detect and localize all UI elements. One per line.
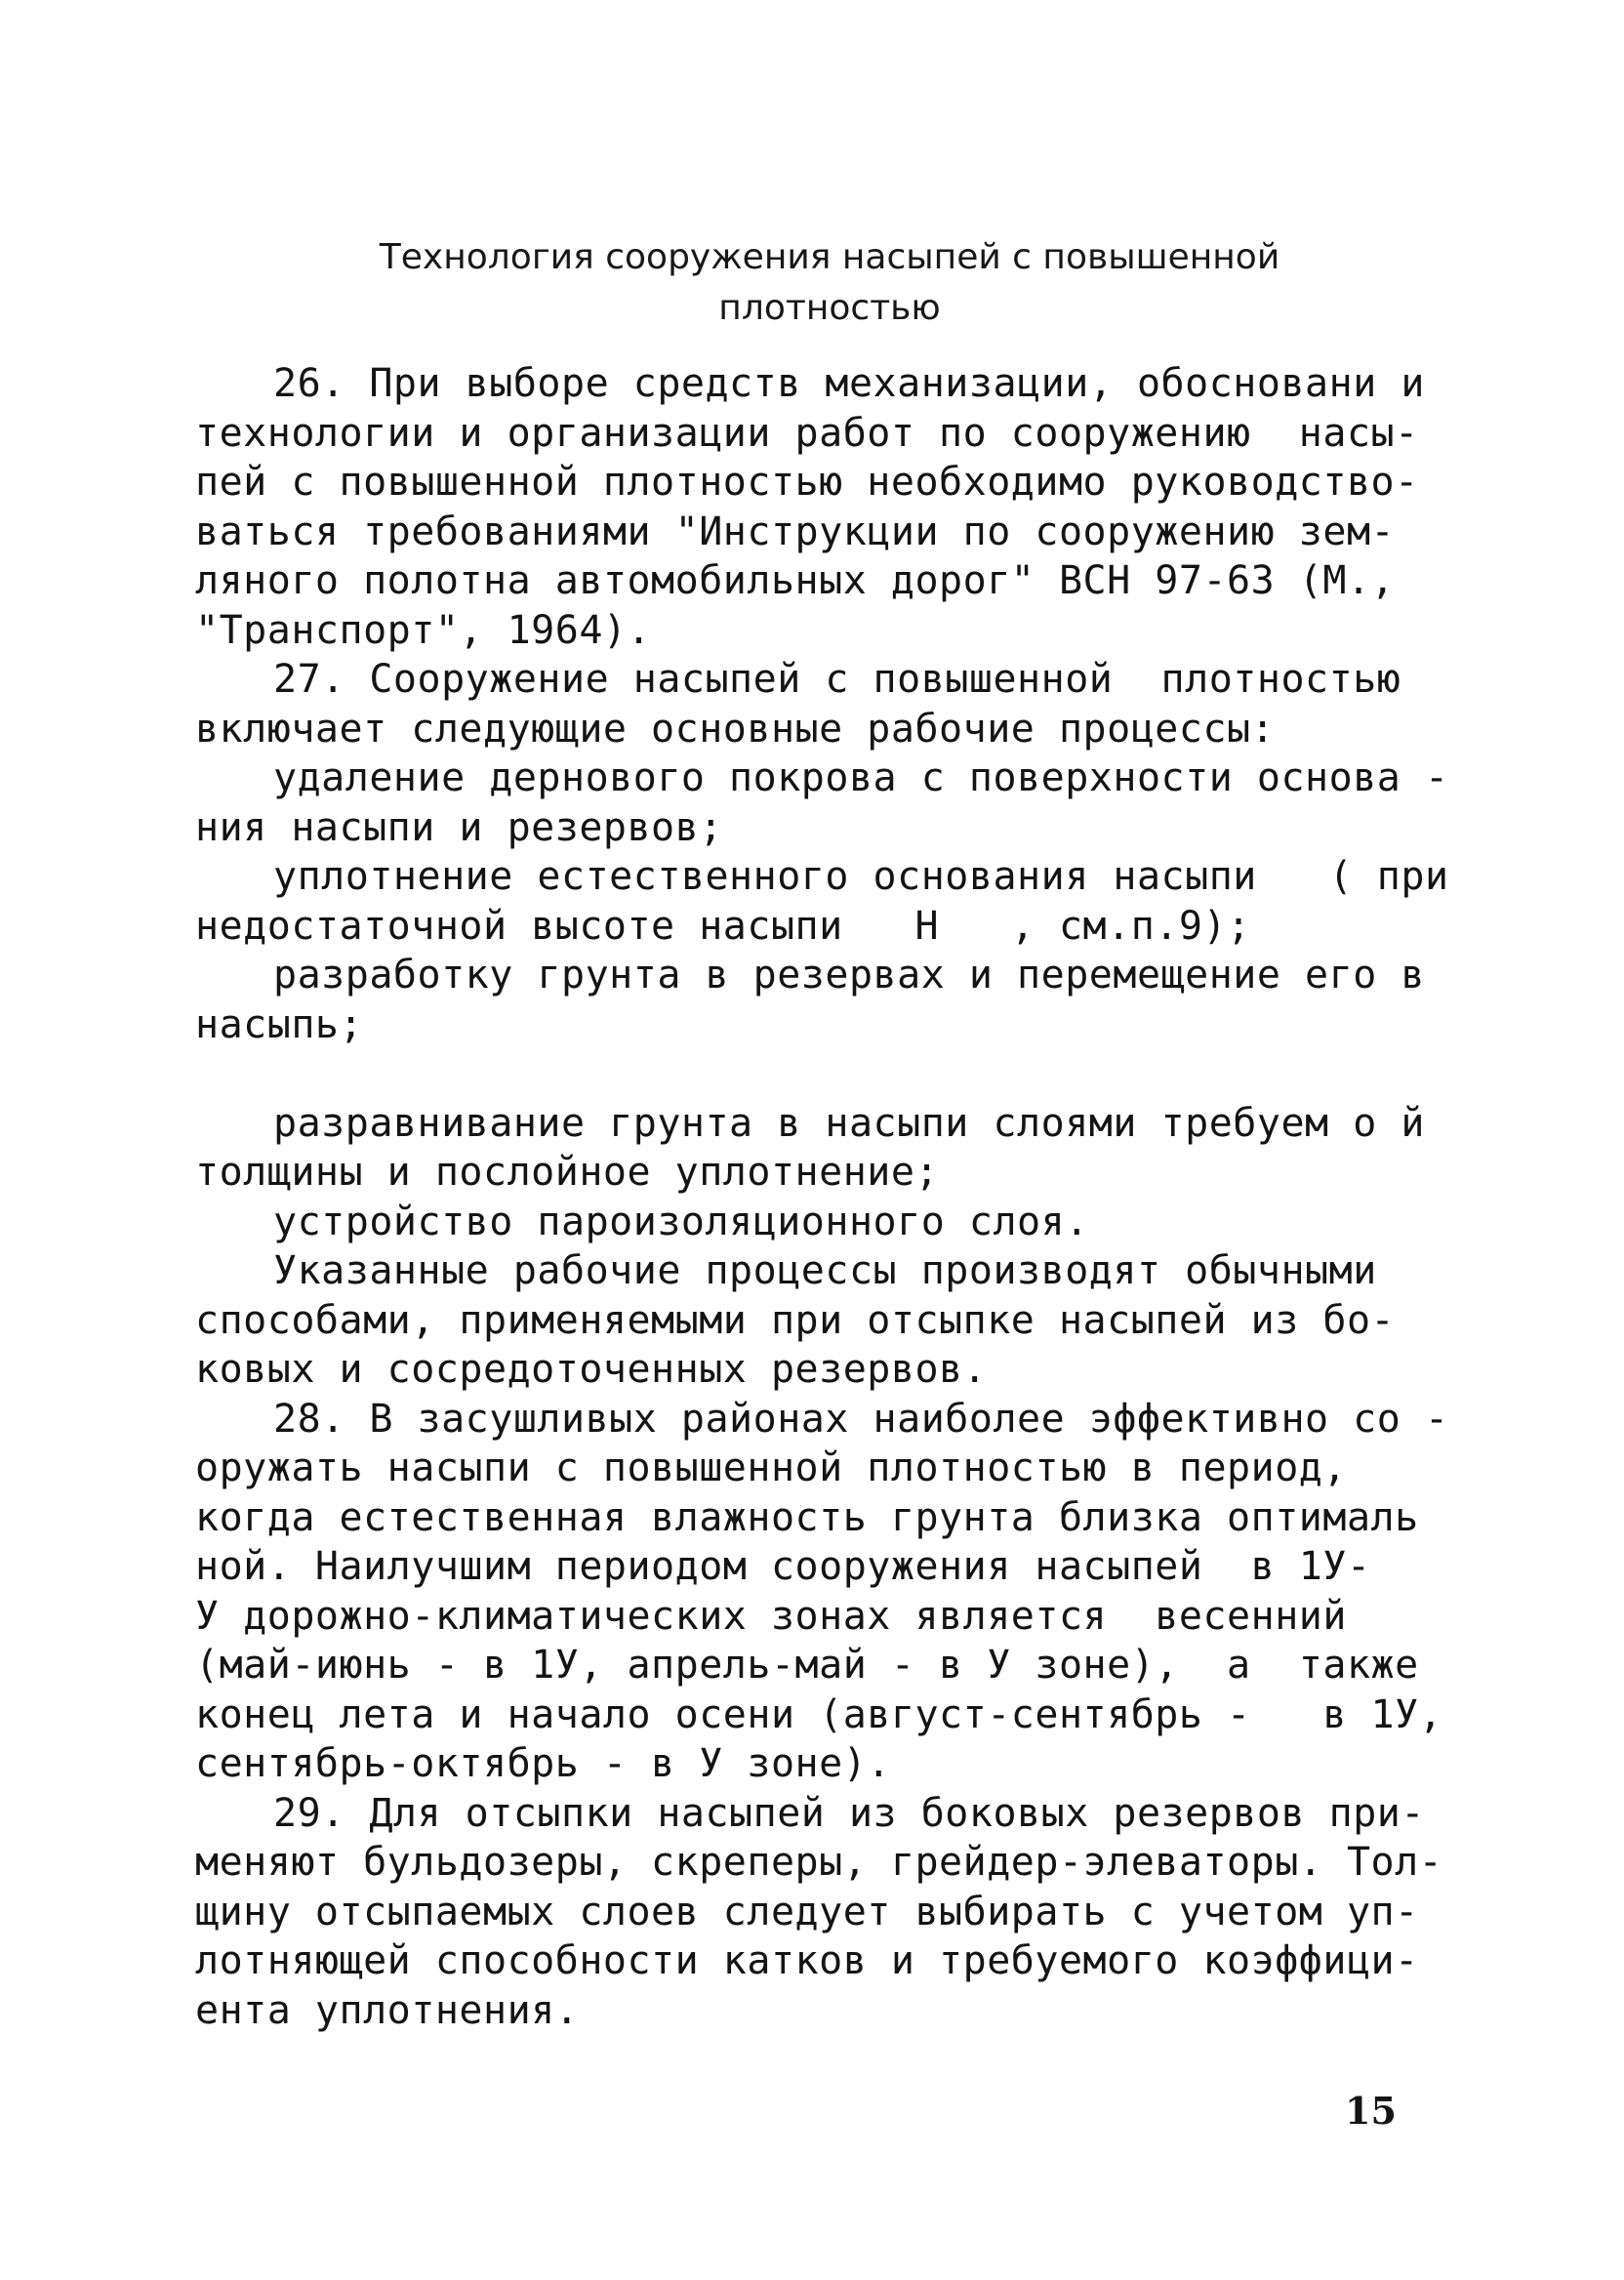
- page-number: 15: [1345, 2089, 1397, 2133]
- list-item-line: уплотнение естественного основания насыпи ( при: [273, 854, 1449, 899]
- paragraph-26-line: пей с повышенной плотностью необходимо руководство-: [195, 460, 1419, 505]
- paragraph-29-line: лотняющей способности катков и требуемого коэффици-: [195, 1938, 1419, 1983]
- list-item-line: удаление дернового покрова с поверхности основа -: [273, 755, 1449, 800]
- paragraph-27-note-line: Указанные рабочие процессы производят обычными: [273, 1248, 1377, 1293]
- paragraph-27-line: 27. Сооружение насыпей с повышенной плотностью: [273, 657, 1401, 702]
- section-title: Технология сооружения насыпей с повышенной: [379, 237, 1280, 277]
- paragraph-29-line: ента уплотнения.: [195, 1987, 580, 2033]
- list-item-line: толщины и послойное уплотнение;: [195, 1150, 940, 1195]
- paragraph-27-line: включает следующие основные рабочие процессы:: [195, 706, 1276, 752]
- paragraph-27-note-line: ковых и сосредоточенных резервов.: [195, 1347, 988, 1392]
- list-item-line: недостаточной высоте насыпи H , см.п.9);: [195, 903, 1251, 949]
- body-text: [195, 359, 1464, 2035]
- paragraph-29-line: щину отсыпаемых слоев следует выбирать с учетом уп-: [195, 1889, 1419, 1934]
- paragraph-28-line: (май-июнь - в 1У, апрель-май - в У зоне), а также: [195, 1643, 1419, 1688]
- list-item-line: насыпь;: [195, 1001, 364, 1047]
- paragraph-28-line: У дорожно-климатических зонах является весенний: [195, 1593, 1347, 1639]
- paragraph-28-line: оружать насыпи с повышенной плотностью в период,: [195, 1445, 1347, 1490]
- list-item-line: разравнивание грунта в насыпи слоями требуем о й: [273, 1100, 1425, 1146]
- paragraph-28-line: сентябрь-октябрь - в У зоне).: [195, 1741, 891, 1786]
- list-item-line: ния насыпи и резервов;: [195, 804, 723, 850]
- paragraph-28-line: ной. Наилучшим периодом сооружения насыпей в 1У-: [195, 1544, 1371, 1589]
- paragraph-26-line: технологии и организации работ по сооружению насы-: [195, 410, 1419, 456]
- paragraph-28-line: когда естественная влажность грунта близка оптималь: [195, 1494, 1419, 1540]
- paragraph-26-line: 26. При выборе средств механизации, обосновани и: [273, 361, 1425, 406]
- paragraph-26-line: "Транспорт", 1964).: [195, 607, 652, 653]
- paragraph-28-line: конец лета и начало осени (август-сентябрь - в 1У,: [195, 1691, 1443, 1737]
- paragraph-28-line: 28. В засушливых районах наиболее эффективно со -: [273, 1396, 1449, 1442]
- paragraph-26-line: ваться требованиями "Инструкции по сооружению зем-: [195, 509, 1396, 554]
- paragraph-29-line: 29. Для отсыпки насыпей из боковых резервов при-: [273, 1790, 1425, 1836]
- paragraph-gap: [195, 1049, 1464, 1099]
- list-item-line: разработку грунта в резервах и перемещение его в: [273, 953, 1425, 998]
- section-title-continuation: плотностью: [718, 288, 941, 328]
- paragraph-29-line: меняют бульдозеры, скреперы, грейдер-элеваторы. Тол-: [195, 1840, 1443, 1885]
- paragraph-26-line: ляного полотна автомобильных дорог" ВСН 97-63 (М.,: [195, 558, 1396, 603]
- paragraph-27-note-line: способами, применяемыми при отсыпке насыпей из бо-: [195, 1297, 1396, 1343]
- list-item-line: устройство пароизоляционного слоя.: [273, 1199, 1089, 1244]
